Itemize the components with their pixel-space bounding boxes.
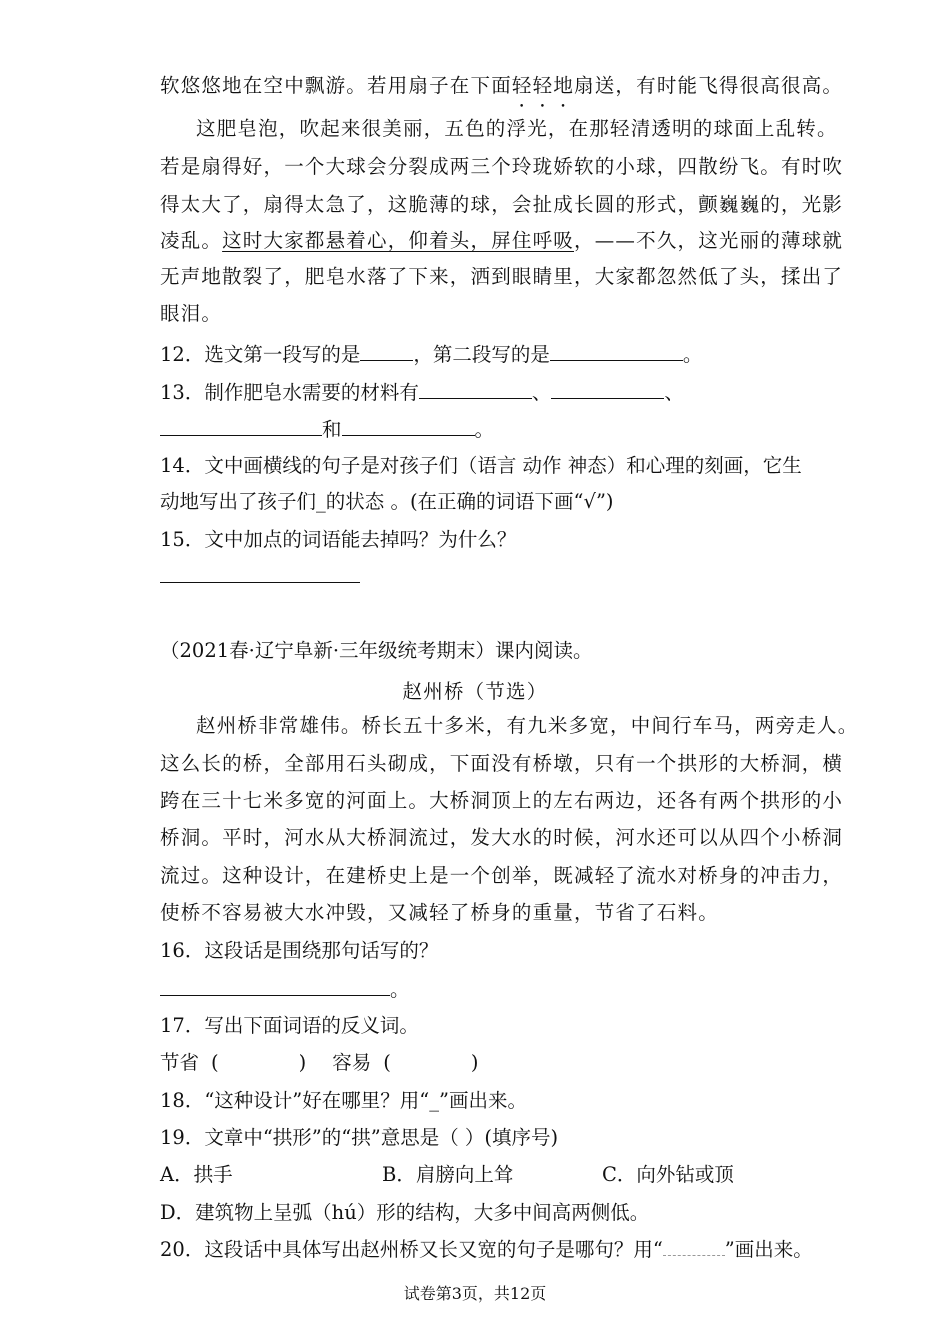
- dashed-line-sample: [663, 1237, 725, 1256]
- passage2-line5: 流过。这种设计，在建桥史上是一个创举，既减轻了流水对桥身的冲击力，: [160, 864, 844, 887]
- option-c: C．向外钻或顶: [602, 1163, 734, 1186]
- passage1-line7: 眼泪。: [160, 302, 223, 325]
- option-a: A．拱手: [160, 1163, 233, 1186]
- passage2-line4: 桥洞。平时，河水从大桥洞流过，发大水的时候，河水还可以从四个小桥洞: [160, 826, 844, 849]
- question-17-words: 节省 ( ) 容易 ( ): [160, 1051, 479, 1074]
- answer-blank[interactable]: [551, 378, 664, 399]
- answer-blank[interactable]: [419, 378, 532, 399]
- passage-title: 赵州桥（节选）: [402, 680, 548, 703]
- answer-blank[interactable]: [550, 340, 683, 361]
- passage1-line3: 若是扇得好，一个大球会分裂成两三个玲珑娇软的小球，四散纷飞。有时吹: [160, 155, 844, 178]
- passage2-line3: 跨在三十七米多宽的河面上。大桥洞顶上的左右两边，还各有两个拱形的小: [160, 789, 844, 812]
- dotted-char: 轻: [511, 74, 533, 97]
- question-18: 18．“这种设计”好在哪里？用“_”画出来。: [160, 1089, 527, 1112]
- passage2-line1: 赵州桥非常雄伟。桥长五十多米，有九米多宽，中间行车马，两旁走人。: [196, 714, 859, 737]
- question-12: 12．选文第一段写的是 ，第二段写的是 。: [160, 340, 702, 368]
- passage1-line2: 这肥皂泡，吹起来很美丽，五色的浮光，在那轻清透明的球面上乱转。: [196, 117, 838, 140]
- option-b: B．肩膀向上耸: [382, 1163, 514, 1186]
- page-footer: 试卷第3页，共12页: [403, 1284, 547, 1303]
- dotted-char: 地: [553, 74, 575, 97]
- passage2-line2: 这么长的桥，全部用石头砌成，下面没有桥墩，只有一个拱形的大桥洞，横: [160, 752, 844, 775]
- question-16: 16．这段话是围绕那句话写的？: [160, 939, 439, 962]
- answer-blank[interactable]: [360, 340, 413, 361]
- dotted-char: 轻: [532, 74, 554, 97]
- passage2-line6: 使桥不容易被大水冲毁，又减轻了桥身的重量，节省了石料。: [160, 901, 719, 924]
- question-16-answer-line: 。: [160, 975, 410, 1003]
- question-14-line1: 14．文中画横线的句子是对孩子们（语言 动作 神态）和心理的刻画，它生: [160, 454, 802, 477]
- option-d: D．建筑物上呈弧（hú）形的结构，大多中间高两侧低。: [160, 1201, 650, 1224]
- question-20: 20．这段话中具体写出赵州桥又长又宽的句子是哪句？用“ ”画出来。: [160, 1238, 813, 1261]
- question-19: 19．文章中“拱形”的“拱”意思是（ ）(填序号): [160, 1126, 559, 1149]
- answer-blank[interactable]: [342, 415, 475, 436]
- question-13-line2: 和 。: [160, 415, 494, 443]
- answer-blank[interactable]: [160, 562, 360, 583]
- question-15: 15．文中加点的词语能去掉吗？为什么？: [160, 528, 517, 551]
- underlined-sentence: 这时大家都悬着心，仰着头，屏住呼吸: [222, 229, 575, 252]
- answer-blank[interactable]: [160, 415, 322, 436]
- answer-blank[interactable]: [160, 975, 390, 996]
- question-15-answer-line: [160, 562, 360, 590]
- passage1-line4: 得太大了，扇得太急了，这脆薄的球，会扯成长圆的形式，颤巍巍的，光影: [160, 193, 844, 216]
- passage1-line1: 软悠悠地在空中飘游。若用扇子在下面轻轻地扇送，有时能飞得很高很高。: [160, 74, 844, 97]
- question-17: 17．写出下面词语的反义词。: [160, 1014, 419, 1037]
- passage1-line5: 凌乱。这时大家都悬着心，仰着头，屏住呼吸，——不久，这光丽的薄球就: [160, 229, 844, 252]
- question-14-line2: 动地写出了孩子们_的状态 。(在正确的词语下画“√”): [160, 490, 614, 513]
- section-source: （2021春·辽宁阜新·三年级统考期末）课内阅读。: [160, 639, 593, 662]
- question-13-line1: 13．制作肥皂水需要的材料有 、 、: [160, 378, 684, 406]
- passage1-line6: 无声地散裂了，肥皂水落了下来，洒到眼睛里，大家都忽然低了头，揉出了: [160, 265, 844, 288]
